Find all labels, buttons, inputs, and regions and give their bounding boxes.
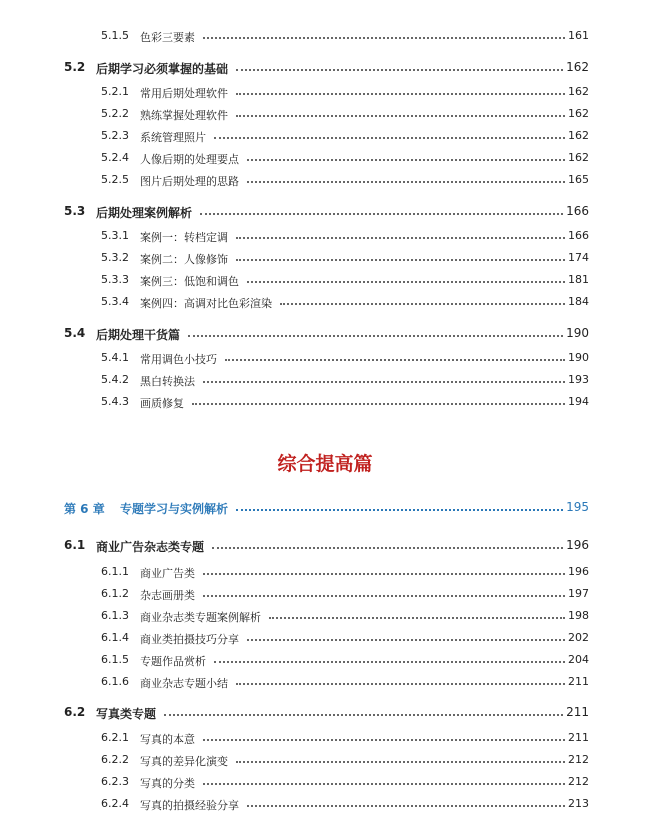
toc-entry-title: 后期处理干货篇: [96, 328, 181, 342]
toc-entry-number: 6.1.4: [101, 631, 129, 644]
toc-entry-title: 案例三：低饱和调色: [140, 275, 239, 288]
dot-leader: [247, 181, 565, 183]
toc-entry-title: 写真类专题: [96, 707, 157, 721]
dot-leader: [236, 237, 565, 239]
toc-entry-title: 专题学习与实例解析: [120, 502, 229, 516]
toc-entry-title: 写真的拍摄经验分享: [140, 799, 239, 812]
part-heading: 综合提高篇: [277, 453, 373, 475]
dot-leader: [203, 783, 565, 785]
dot-leader: [203, 739, 565, 741]
toc-entry-page: 211: [568, 675, 589, 688]
toc-subsection-entry: [0, 126, 650, 146]
toc-entry-number: 5.3.2: [101, 251, 129, 264]
toc-subsection-entry: [0, 104, 650, 124]
toc-entry-title: 写真的本意: [140, 733, 195, 746]
toc-entry-page: 181: [568, 273, 589, 286]
toc-subsection-entry: [0, 772, 650, 792]
toc-entry-title: 商业杂志专题小结: [140, 677, 228, 690]
toc-entry-title: 系统管理照片: [140, 131, 206, 144]
dot-leader: [203, 573, 565, 575]
toc-entry-number: 6.1.1: [101, 565, 129, 578]
dot-leader: [164, 714, 563, 716]
toc-entry-page: 162: [568, 85, 589, 98]
toc-entry-page: 165: [568, 173, 589, 186]
toc-entry-number: 6.2.1: [101, 731, 129, 744]
toc-entry-number: 6.2.2: [101, 753, 129, 766]
toc-entry-title: 案例二：人像修饰: [140, 253, 228, 266]
toc-entry-page: 198: [568, 609, 589, 622]
toc-entry-page: 194: [568, 395, 589, 408]
dot-leader: [236, 761, 565, 763]
toc-subsection-entry: [0, 672, 650, 692]
toc-entry-page: 204: [568, 653, 589, 666]
toc-subsection-entry: [0, 750, 650, 770]
toc-entry-page: 162: [568, 151, 589, 164]
toc-entry-number: 6.1.6: [101, 675, 129, 688]
toc-entry-title: 常用调色小技巧: [140, 353, 217, 366]
toc-entry-page: 197: [568, 587, 589, 600]
dot-leader: [214, 137, 565, 139]
toc-entry-page: 162: [568, 107, 589, 120]
toc-subsection-entry: [0, 170, 650, 190]
toc-entry-title: 杂志画册类: [140, 589, 195, 602]
dot-leader: [236, 509, 563, 511]
toc-entry-page: 174: [568, 251, 589, 264]
toc-entry-title: 商业广告杂志类专题: [96, 540, 205, 554]
toc-entry-title: 常用后期处理软件: [140, 87, 228, 100]
toc-subsection-entry: [0, 650, 650, 670]
toc-subsection-entry: [0, 26, 650, 46]
toc-entry-title: 专题作品赏析: [140, 655, 206, 668]
toc-section-entry: [0, 324, 650, 344]
toc-entry-page: 190: [568, 351, 589, 364]
dot-leader: [280, 303, 565, 305]
toc-entry-page: 211: [566, 705, 589, 719]
toc-entry-number: 5.2.5: [101, 173, 129, 186]
toc-entry-number: 6.2.3: [101, 775, 129, 788]
toc-subsection-entry: [0, 226, 650, 246]
toc-entry-number: 5.3.4: [101, 295, 129, 308]
toc-entry-title: 商业类拍摄技巧分享: [140, 633, 239, 646]
toc-subsection-entry: [0, 728, 650, 748]
dot-leader: [225, 359, 565, 361]
toc-entry-page: 190: [566, 326, 589, 340]
toc-entry-number: 6.1: [64, 538, 86, 552]
toc-section-entry: [0, 58, 650, 78]
dot-leader: [203, 595, 565, 597]
toc-entry-number: 6.1.2: [101, 587, 129, 600]
dot-leader: [212, 547, 563, 549]
dot-leader: [192, 403, 565, 405]
dot-leader: [247, 805, 565, 807]
toc-entry-title: 商业杂志类专题案例解析: [140, 611, 261, 624]
toc-entry-number: 6.2: [64, 705, 86, 719]
toc-entry-title: 画质修复: [140, 397, 184, 410]
toc-entry-number: 5.3: [64, 204, 86, 218]
toc-subsection-entry: [0, 370, 650, 390]
toc-entry-title: 图片后期处理的思路: [140, 175, 239, 188]
toc-subsection-entry: [0, 270, 650, 290]
toc-subsection-entry: [0, 82, 650, 102]
toc-entry-title: 熟练掌握处理软件: [140, 109, 228, 122]
dot-leader: [188, 335, 563, 337]
toc-entry-number: 5.2.3: [101, 129, 129, 142]
toc-subsection-entry: [0, 606, 650, 626]
toc-entry-page: 212: [568, 775, 589, 788]
dot-leader: [236, 259, 565, 261]
toc-entry-page: 166: [566, 204, 589, 218]
toc-entry-title: 人像后期的处理要点: [140, 153, 239, 166]
dot-leader: [200, 213, 563, 215]
toc-subsection-entry: [0, 148, 650, 168]
toc-entry-number: 5.2.4: [101, 151, 129, 164]
dot-leader: [203, 381, 565, 383]
toc-entry-page: 193: [568, 373, 589, 386]
toc-entry-page: 211: [568, 731, 589, 744]
toc-entry-page: 184: [568, 295, 589, 308]
toc-entry-number: 6.1.3: [101, 609, 129, 622]
toc-subsection-entry: [0, 348, 650, 368]
toc-entry-title: 案例四：高调对比色彩渲染: [140, 297, 272, 310]
toc-entry-page: 212: [568, 753, 589, 766]
toc-entry-number: 6.2.4: [101, 797, 129, 810]
toc-entry-page: 195: [566, 500, 589, 514]
toc-subsection-entry: [0, 392, 650, 412]
toc-entry-page: 202: [568, 631, 589, 644]
toc-entry-number: 5.1.5: [101, 29, 129, 42]
toc-entry-number: 6.1.5: [101, 653, 129, 666]
toc-entry-page: 161: [568, 29, 589, 42]
dot-leader: [247, 281, 565, 283]
dot-leader: [269, 617, 565, 619]
toc-entry-title: 后期处理案例解析: [96, 206, 193, 220]
dot-leader: [247, 159, 565, 161]
dot-leader: [236, 683, 565, 685]
toc-entry-number: 5.4.1: [101, 351, 129, 364]
toc-entry-title: 商业广告类: [140, 567, 195, 580]
toc-entry-page: 166: [568, 229, 589, 242]
toc-entry-number: 5.3.3: [101, 273, 129, 286]
toc-entry-page: 162: [566, 60, 589, 74]
dot-leader: [236, 115, 565, 117]
toc-entry-title: 写真的分类: [140, 777, 195, 790]
toc-entry-title: 后期学习必须掌握的基础: [96, 62, 229, 76]
toc-entry-number: 5.3.1: [101, 229, 129, 242]
dot-leader: [236, 93, 565, 95]
toc-entry-page: 196: [566, 538, 589, 552]
toc-entry-number: 5.4: [64, 326, 86, 340]
toc-subsection-entry: [0, 248, 650, 268]
toc-section-entry: [0, 536, 650, 556]
toc-entry-number: 5.4.3: [101, 395, 129, 408]
toc-section-entry: [0, 703, 650, 723]
toc-entry-number: 5.2.2: [101, 107, 129, 120]
toc-subsection-entry: [0, 794, 650, 814]
dot-leader: [236, 69, 563, 71]
toc-entry-title: 写真的差异化演变: [140, 755, 228, 768]
toc-subsection-entry: [0, 628, 650, 648]
toc-entry-title: 案例一：转档定调: [140, 231, 228, 244]
toc-entry-number: 5.2: [64, 60, 86, 74]
toc-subsection-entry: [0, 292, 650, 312]
toc-entry-title: 黑白转换法: [140, 375, 195, 388]
toc-chapter-entry: [0, 498, 650, 518]
toc-entry-page: 196: [568, 565, 589, 578]
toc-entry-title: 色彩三要素: [140, 31, 195, 44]
toc-entry-page: 162: [568, 129, 589, 142]
dot-leader: [203, 37, 565, 39]
toc-entry-number: 5.2.1: [101, 85, 129, 98]
toc-subsection-entry: [0, 562, 650, 582]
toc-entry-page: 213: [568, 797, 589, 810]
toc-subsection-entry: [0, 584, 650, 604]
dot-leader: [214, 661, 565, 663]
toc-entry-number: 5.4.2: [101, 373, 129, 386]
toc-entry-number: 第 6 章: [64, 502, 105, 516]
toc-section-entry: [0, 202, 650, 222]
dot-leader: [247, 639, 565, 641]
